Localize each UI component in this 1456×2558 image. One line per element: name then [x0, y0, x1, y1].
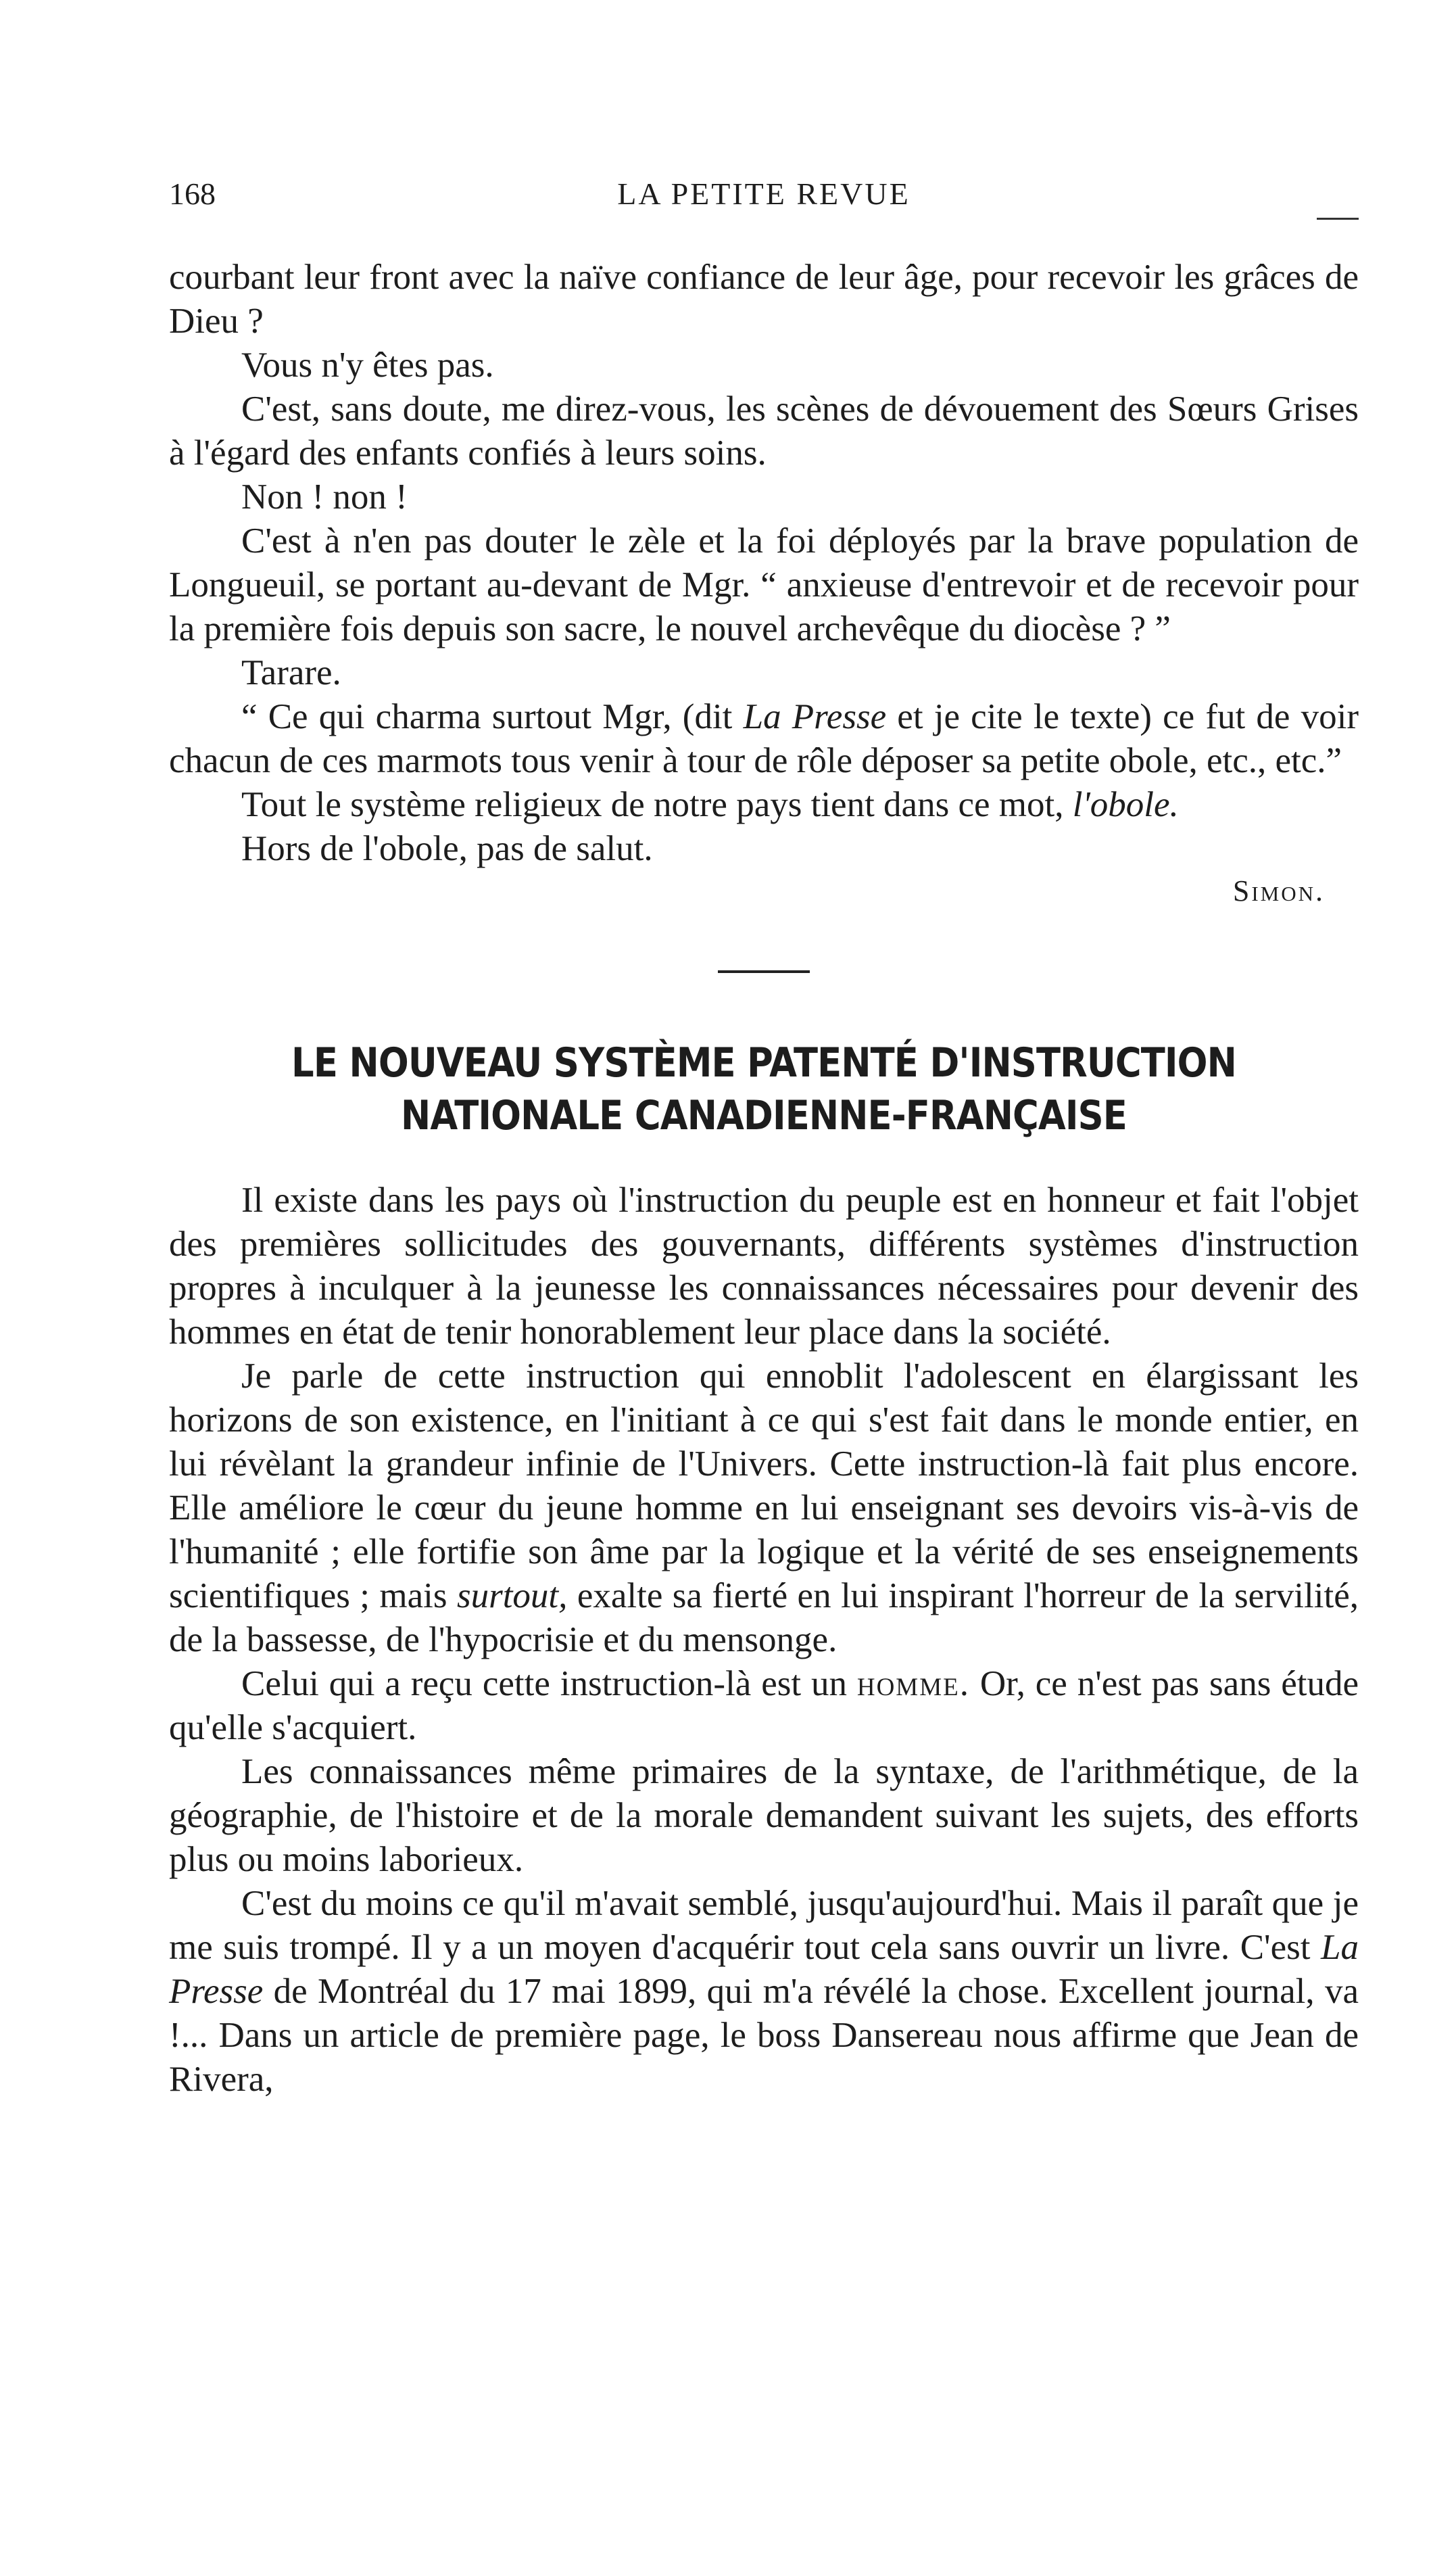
paragraph-text: exalte sa fierté en lui inspirant l'horreur de la servilité, de la bassesse, de l'hypocrisie et du mensonge. [169, 1576, 1359, 1659]
newspaper-name: La Presse [169, 1928, 1359, 2011]
paragraph-text: C'est du moins ce qu'il m'avait semblé, jusqu'aujourd'hui. Mais il paraît que je me suis trompé. Il y a un moyen d'acquérir tout cela sans ouvrir un livre. C'est [169, 1884, 1359, 1967]
quote-source: La Presse [743, 697, 887, 736]
paragraph-text: de Montréal du 17 mai 1899, qui m'a révélé la chose. Excellent journal, va !... Dans un article de première page, le boss Dansereau nous affirme que Jean de Rivera, [169, 1972, 1359, 2099]
paragraph [169, 1354, 1359, 1662]
quote-paragraph [169, 695, 1359, 783]
paragraph-continuation: courbant leur front avec la naïve confiance de leur âge, pour recevoir les grâces de Dieu ? [169, 258, 1359, 341]
article-title-line: LE NOUVEAU SYSTÈME PATENTÉ D'INSTRUCTION [291, 1039, 1236, 1087]
paragraph [169, 1882, 1359, 2102]
previous-article-text [169, 256, 1359, 871]
page-number: 168 [169, 176, 216, 211]
book-page [169, 162, 1359, 2102]
emphasized-word: l'obole. [1072, 785, 1179, 824]
article-text [169, 1179, 1359, 2102]
paragraph: Les connaissances même primaires de la syntaxe, de l'arithmétique, de la géographie, de l'histoire et de la morale demandent suivant les sujets, des efforts plus ou moins laborieux. [169, 1752, 1359, 1879]
small-caps-word: homme. [856, 1664, 970, 1703]
paragraph-text: Or, ce n'est pas sans étude qu'elle s'acquiert. [169, 1664, 1359, 1747]
paragraph-text: Celui qui a reçu cette instruction-là est un [241, 1664, 857, 1703]
article-title-line: NATIONALE CANADIENNE-FRANÇAISE [401, 1092, 1127, 1139]
paragraph: Vous n'y êtes pas. [241, 346, 494, 385]
paragraph: Non ! non ! [241, 477, 408, 517]
sentence-text: Tout le système religieux de notre pays tient dans ce mot, [241, 785, 1073, 824]
running-title: LA PETITE REVUE [617, 176, 911, 211]
article-title [241, 1037, 1288, 1142]
paragraph [169, 1662, 1359, 1750]
header-rule [1317, 218, 1359, 220]
running-head [169, 162, 1359, 223]
paragraph: C'est à n'en pas douter le zèle et la foi déployés par la brave population de Longueuil, se portant au-devant de Mgr. “ anxieuse d'entrevoir et de recevoir pour la première fois depuis son sacre, le nouvel archevêque du diocèse ? ” [169, 521, 1359, 648]
paragraph: Il existe dans les pays où l'instruction du peuple est en honneur et fait l'objet des premières sollicitudes des gouvernants, différents systèmes d'instruction propres à inculquer à la jeunesse les connaissances nécessaires pour devenir des hommes en état de tenir honorablement leur place dans la société. [169, 1181, 1359, 1352]
paragraph: C'est, sans doute, me direz-vous, les scènes de dévouement des Sœurs Grises à l'égard des enfants confiés à leurs soins. [169, 389, 1359, 473]
paragraph-text: Je parle de cette instruction qui ennoblit l'adolescent en élargissant les horizons de son existence, en l'initiant à ce qui s'est fait dans le monde entier, en lui révèlant la grandeur infinie de l'Univers. Cette instruction-là fait plus encore. Elle améliore le cœur du jeune homme en lui enseignant ses devoirs vis-à-vis de l'humanité ; elle fortifie son âme par la logique et la vérité de ses enseignements scientifiques ; mais [169, 1356, 1359, 1615]
author-signature: Simon. [1232, 874, 1325, 907]
quote-text: et je cite le texte) ce fut de voir chacun de ces marmots tous venir à tour de rôle déposer sa petite obole, etc., etc.” [169, 697, 1359, 780]
emphasized-word: surtout, [456, 1576, 568, 1615]
paragraph [169, 783, 1359, 827]
paragraph: Tarare. [241, 653, 341, 692]
section-divider [718, 970, 810, 973]
paragraph: Hors de l'obole, pas de salut. [241, 829, 653, 868]
quote-text: “ Ce qui charma surtout Mgr, (dit [241, 697, 744, 736]
